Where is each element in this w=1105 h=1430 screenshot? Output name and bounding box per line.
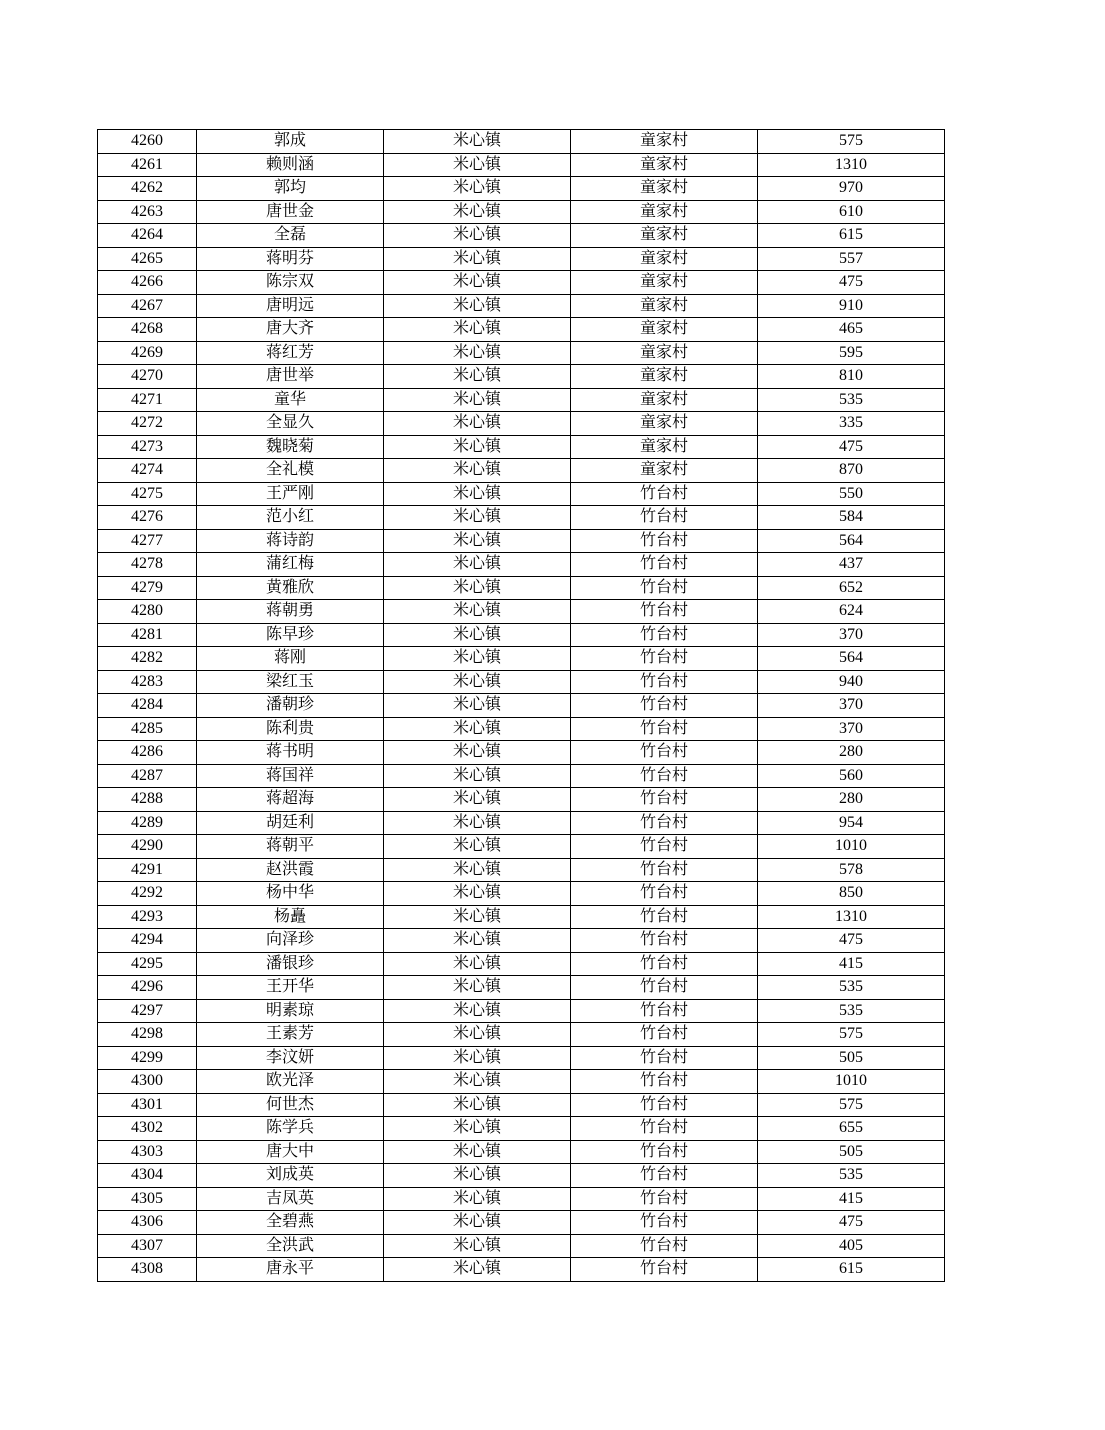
town-cell: 米心镇 [384,388,571,412]
amount-cell: 535 [758,976,945,1000]
amount-cell: 335 [758,412,945,436]
village-cell: 童家村 [571,271,758,295]
town-cell: 米心镇 [384,412,571,436]
amount-cell: 615 [758,224,945,248]
amount-cell: 564 [758,529,945,553]
name-cell: 赵洪霞 [197,858,384,882]
name-cell: 郭均 [197,177,384,201]
town-cell: 米心镇 [384,271,571,295]
town-cell: 米心镇 [384,623,571,647]
village-cell: 竹台村 [571,1070,758,1094]
table-row [98,1211,945,1235]
serial-number-cell: 4275 [98,482,197,506]
amount-cell: 655 [758,1117,945,1141]
table-row [98,482,945,506]
name-cell: 蒋国祥 [197,764,384,788]
table-row [98,623,945,647]
amount-cell: 870 [758,459,945,483]
amount-cell: 557 [758,247,945,271]
serial-number-cell: 4277 [98,529,197,553]
name-cell: 范小红 [197,506,384,530]
name-cell: 唐明远 [197,294,384,318]
name-cell: 黄雅欣 [197,576,384,600]
village-cell: 竹台村 [571,764,758,788]
village-cell: 竹台村 [571,999,758,1023]
table-row [98,929,945,953]
name-cell: 魏晓菊 [197,435,384,459]
table-row [98,694,945,718]
village-cell: 童家村 [571,388,758,412]
table-row [98,905,945,929]
serial-number-cell: 4271 [98,388,197,412]
town-cell: 米心镇 [384,553,571,577]
amount-cell: 595 [758,341,945,365]
town-cell: 米心镇 [384,764,571,788]
serial-number-cell: 4263 [98,200,197,224]
village-cell: 竹台村 [571,1211,758,1235]
name-cell: 唐永平 [197,1258,384,1282]
amount-cell: 1010 [758,1070,945,1094]
village-cell: 童家村 [571,341,758,365]
serial-number-cell: 4285 [98,717,197,741]
town-cell: 米心镇 [384,811,571,835]
name-cell: 全显久 [197,412,384,436]
table-row [98,153,945,177]
village-cell: 竹台村 [571,647,758,671]
table-row [98,741,945,765]
table-row [98,647,945,671]
amount-cell: 405 [758,1234,945,1258]
serial-number-cell: 4284 [98,694,197,718]
serial-number-cell: 4276 [98,506,197,530]
town-cell: 米心镇 [384,905,571,929]
name-cell: 蒲红梅 [197,553,384,577]
table-row [98,952,945,976]
town-cell: 米心镇 [384,294,571,318]
table-row [98,247,945,271]
table-row [98,576,945,600]
table-row [98,224,945,248]
name-cell: 王素芳 [197,1023,384,1047]
name-cell: 全洪武 [197,1234,384,1258]
serial-number-cell: 4300 [98,1070,197,1094]
serial-number-cell: 4299 [98,1046,197,1070]
town-cell: 米心镇 [384,647,571,671]
amount-cell: 584 [758,506,945,530]
amount-cell: 475 [758,1211,945,1235]
table-row [98,835,945,859]
name-cell: 蒋朝平 [197,835,384,859]
name-cell: 陈学兵 [197,1117,384,1141]
town-cell: 米心镇 [384,1023,571,1047]
serial-number-cell: 4303 [98,1140,197,1164]
table-row [98,459,945,483]
serial-number-cell: 4283 [98,670,197,694]
amount-cell: 437 [758,553,945,577]
amount-cell: 415 [758,1187,945,1211]
town-cell: 米心镇 [384,835,571,859]
table-row [98,318,945,342]
table-row [98,412,945,436]
table-row [98,341,945,365]
town-cell: 米心镇 [384,694,571,718]
amount-cell: 940 [758,670,945,694]
town-cell: 米心镇 [384,177,571,201]
village-cell: 竹台村 [571,1234,758,1258]
serial-number-cell: 4261 [98,153,197,177]
amount-cell: 910 [758,294,945,318]
village-cell: 童家村 [571,200,758,224]
serial-number-cell: 4270 [98,365,197,389]
village-cell: 竹台村 [571,600,758,624]
village-cell: 竹台村 [571,1258,758,1282]
village-cell: 竹台村 [571,553,758,577]
name-cell: 王开华 [197,976,384,1000]
town-cell: 米心镇 [384,741,571,765]
village-cell: 竹台村 [571,929,758,953]
village-cell: 童家村 [571,365,758,389]
town-cell: 米心镇 [384,1046,571,1070]
amount-cell: 535 [758,999,945,1023]
town-cell: 米心镇 [384,1234,571,1258]
serial-number-cell: 4304 [98,1164,197,1188]
name-cell: 唐世金 [197,200,384,224]
amount-cell: 370 [758,717,945,741]
table-row [98,764,945,788]
table-row [98,1117,945,1141]
village-cell: 童家村 [571,130,758,154]
table-row [98,882,945,906]
table-row [98,999,945,1023]
table-row [98,1187,945,1211]
table-row [98,1093,945,1117]
amount-cell: 280 [758,788,945,812]
serial-number-cell: 4281 [98,623,197,647]
table-row [98,811,945,835]
town-cell: 米心镇 [384,952,571,976]
serial-number-cell: 4289 [98,811,197,835]
serial-number-cell: 4273 [98,435,197,459]
amount-cell: 415 [758,952,945,976]
name-cell: 梁红玉 [197,670,384,694]
town-cell: 米心镇 [384,435,571,459]
serial-number-cell: 4292 [98,882,197,906]
name-cell: 唐大中 [197,1140,384,1164]
village-cell: 童家村 [571,153,758,177]
name-cell: 陈利贵 [197,717,384,741]
village-cell: 竹台村 [571,1046,758,1070]
amount-cell: 564 [758,647,945,671]
town-cell: 米心镇 [384,153,571,177]
serial-number-cell: 4269 [98,341,197,365]
town-cell: 米心镇 [384,858,571,882]
name-cell: 蒋超海 [197,788,384,812]
village-cell: 竹台村 [571,1117,758,1141]
town-cell: 米心镇 [384,365,571,389]
town-cell: 米心镇 [384,1070,571,1094]
serial-number-cell: 4291 [98,858,197,882]
table-row [98,388,945,412]
table-row [98,200,945,224]
table-row [98,976,945,1000]
name-cell: 蒋明芬 [197,247,384,271]
amount-cell: 578 [758,858,945,882]
amount-cell: 475 [758,271,945,295]
table-row [98,1164,945,1188]
table-row [98,177,945,201]
serial-number-cell: 4301 [98,1093,197,1117]
town-cell: 米心镇 [384,1117,571,1141]
village-cell: 竹台村 [571,741,758,765]
serial-number-cell: 4307 [98,1234,197,1258]
amount-cell: 954 [758,811,945,835]
serial-number-cell: 4298 [98,1023,197,1047]
serial-number-cell: 4288 [98,788,197,812]
town-cell: 米心镇 [384,999,571,1023]
village-cell: 竹台村 [571,882,758,906]
amount-cell: 560 [758,764,945,788]
name-cell: 欧光泽 [197,1070,384,1094]
town-cell: 米心镇 [384,1140,571,1164]
amount-cell: 550 [758,482,945,506]
town-cell: 米心镇 [384,224,571,248]
amount-cell: 575 [758,1023,945,1047]
amount-cell: 465 [758,318,945,342]
town-cell: 米心镇 [384,882,571,906]
town-cell: 米心镇 [384,341,571,365]
village-cell: 童家村 [571,412,758,436]
village-cell: 童家村 [571,459,758,483]
village-cell: 竹台村 [571,1093,758,1117]
name-cell: 李汶妍 [197,1046,384,1070]
amount-cell: 280 [758,741,945,765]
town-cell: 米心镇 [384,1211,571,1235]
name-cell: 潘朝珍 [197,694,384,718]
table-row [98,1023,945,1047]
name-cell: 杨中华 [197,882,384,906]
village-cell: 竹台村 [571,811,758,835]
name-cell: 蒋红芳 [197,341,384,365]
amount-cell: 575 [758,1093,945,1117]
serial-number-cell: 4268 [98,318,197,342]
table-row [98,529,945,553]
village-cell: 竹台村 [571,717,758,741]
name-cell: 全碧燕 [197,1211,384,1235]
amount-cell: 535 [758,1164,945,1188]
amount-cell: 505 [758,1046,945,1070]
table-row [98,294,945,318]
village-cell: 竹台村 [571,694,758,718]
amount-cell: 475 [758,929,945,953]
table-row [98,717,945,741]
town-cell: 米心镇 [384,130,571,154]
name-cell: 全礼模 [197,459,384,483]
village-cell: 竹台村 [571,576,758,600]
village-cell: 竹台村 [571,1023,758,1047]
village-cell: 童家村 [571,435,758,459]
serial-number-cell: 4274 [98,459,197,483]
serial-number-cell: 4286 [98,741,197,765]
town-cell: 米心镇 [384,247,571,271]
village-cell: 竹台村 [571,835,758,859]
amount-cell: 1310 [758,153,945,177]
serial-number-cell: 4266 [98,271,197,295]
village-cell: 童家村 [571,294,758,318]
table-row [98,365,945,389]
table-row [98,670,945,694]
town-cell: 米心镇 [384,1258,571,1282]
name-cell: 赖则涵 [197,153,384,177]
village-cell: 童家村 [571,177,758,201]
serial-number-cell: 4306 [98,1211,197,1235]
serial-number-cell: 4302 [98,1117,197,1141]
amount-cell: 370 [758,623,945,647]
serial-number-cell: 4262 [98,177,197,201]
amount-cell: 575 [758,130,945,154]
village-cell: 竹台村 [571,858,758,882]
name-cell: 何世杰 [197,1093,384,1117]
serial-number-cell: 4293 [98,905,197,929]
table-body [98,130,945,1282]
name-cell: 蒋朝勇 [197,600,384,624]
amount-cell: 652 [758,576,945,600]
serial-number-cell: 4267 [98,294,197,318]
name-cell: 陈早珍 [197,623,384,647]
name-cell: 刘成英 [197,1164,384,1188]
serial-number-cell: 4287 [98,764,197,788]
amount-cell: 610 [758,200,945,224]
table-row [98,553,945,577]
town-cell: 米心镇 [384,576,571,600]
name-cell: 胡廷利 [197,811,384,835]
amount-cell: 1010 [758,835,945,859]
name-cell: 唐大齐 [197,318,384,342]
amount-cell: 475 [758,435,945,459]
table-row [98,1070,945,1094]
name-cell: 郭成 [197,130,384,154]
serial-number-cell: 4260 [98,130,197,154]
village-cell: 竹台村 [571,529,758,553]
serial-number-cell: 4305 [98,1187,197,1211]
serial-number-cell: 4264 [98,224,197,248]
name-cell: 陈宗双 [197,271,384,295]
name-cell: 王严刚 [197,482,384,506]
amount-cell: 810 [758,365,945,389]
village-cell: 竹台村 [571,788,758,812]
village-cell: 竹台村 [571,482,758,506]
village-cell: 竹台村 [571,1140,758,1164]
name-cell: 全磊 [197,224,384,248]
town-cell: 米心镇 [384,1093,571,1117]
town-cell: 米心镇 [384,529,571,553]
table-row [98,1258,945,1282]
table-row [98,858,945,882]
table-row [98,435,945,459]
village-cell: 竹台村 [571,506,758,530]
town-cell: 米心镇 [384,200,571,224]
village-cell: 竹台村 [571,976,758,1000]
amount-cell: 970 [758,177,945,201]
serial-number-cell: 4308 [98,1258,197,1282]
serial-number-cell: 4279 [98,576,197,600]
town-cell: 米心镇 [384,1187,571,1211]
amount-cell: 1310 [758,905,945,929]
table-row [98,1046,945,1070]
name-cell: 向泽珍 [197,929,384,953]
serial-number-cell: 4294 [98,929,197,953]
serial-number-cell: 4297 [98,999,197,1023]
town-cell: 米心镇 [384,976,571,1000]
town-cell: 米心镇 [384,459,571,483]
town-cell: 米心镇 [384,788,571,812]
amount-cell: 850 [758,882,945,906]
name-cell: 童华 [197,388,384,412]
village-cell: 竹台村 [571,1164,758,1188]
table-row [98,506,945,530]
village-cell: 童家村 [571,247,758,271]
amount-cell: 370 [758,694,945,718]
village-cell: 童家村 [571,224,758,248]
town-cell: 米心镇 [384,1164,571,1188]
serial-number-cell: 4265 [98,247,197,271]
name-cell: 蒋刚 [197,647,384,671]
town-cell: 米心镇 [384,670,571,694]
serial-number-cell: 4272 [98,412,197,436]
village-cell: 竹台村 [571,1187,758,1211]
town-cell: 米心镇 [384,482,571,506]
village-cell: 竹台村 [571,905,758,929]
table-row [98,130,945,154]
name-cell: 潘银珍 [197,952,384,976]
amount-cell: 535 [758,388,945,412]
town-cell: 米心镇 [384,318,571,342]
table-row [98,271,945,295]
serial-number-cell: 4290 [98,835,197,859]
serial-number-cell: 4282 [98,647,197,671]
name-cell: 唐世举 [197,365,384,389]
serial-number-cell: 4280 [98,600,197,624]
serial-number-cell: 4278 [98,553,197,577]
town-cell: 米心镇 [384,929,571,953]
town-cell: 米心镇 [384,506,571,530]
town-cell: 米心镇 [384,600,571,624]
amount-cell: 615 [758,1258,945,1282]
village-cell: 童家村 [571,318,758,342]
table-row [98,1234,945,1258]
village-cell: 竹台村 [571,670,758,694]
town-cell: 米心镇 [384,717,571,741]
village-cell: 竹台村 [571,623,758,647]
data-table [97,129,945,1282]
table-row [98,788,945,812]
name-cell: 吉凤英 [197,1187,384,1211]
serial-number-cell: 4296 [98,976,197,1000]
name-cell: 明素琼 [197,999,384,1023]
name-cell: 杨矗 [197,905,384,929]
table-row [98,1140,945,1164]
table-row [98,600,945,624]
amount-cell: 624 [758,600,945,624]
name-cell: 蒋书明 [197,741,384,765]
amount-cell: 505 [758,1140,945,1164]
serial-number-cell: 4295 [98,952,197,976]
name-cell: 蒋诗韵 [197,529,384,553]
village-cell: 竹台村 [571,952,758,976]
